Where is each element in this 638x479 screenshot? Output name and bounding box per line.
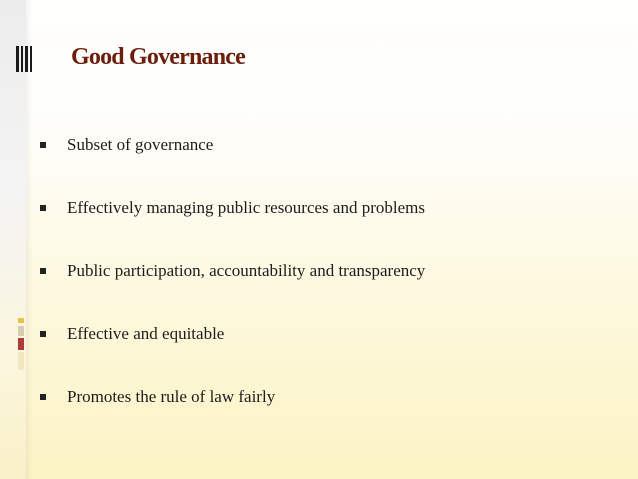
bullet-text: Subset of governance xyxy=(67,134,214,154)
bullet-item xyxy=(40,113,425,176)
pale-block xyxy=(18,352,24,370)
bullet-item xyxy=(40,302,425,365)
decorative-bars-icon xyxy=(16,46,32,72)
bullet-list xyxy=(40,113,425,428)
yellow-block xyxy=(18,318,24,323)
slide-title: Good Governance xyxy=(71,44,245,70)
bullet-text: Public participation, accountability and transparency xyxy=(67,260,426,280)
square-bullet-icon xyxy=(40,268,46,274)
red-block xyxy=(18,338,24,350)
square-bullet-icon xyxy=(40,331,46,337)
bullet-text: Promotes the rule of law fairly xyxy=(67,386,276,406)
square-bullet-icon xyxy=(40,205,46,211)
tan-block xyxy=(18,326,24,336)
bullet-item xyxy=(40,365,425,428)
square-bullet-icon xyxy=(40,394,46,400)
bullet-text: Effective and equitable xyxy=(67,323,225,343)
bullet-item xyxy=(40,176,425,239)
bullet-text: Effectively managing public resources and problems xyxy=(67,197,425,217)
bullet-item xyxy=(40,239,425,302)
decorative-color-blocks xyxy=(18,318,24,370)
square-bullet-icon xyxy=(40,142,46,148)
